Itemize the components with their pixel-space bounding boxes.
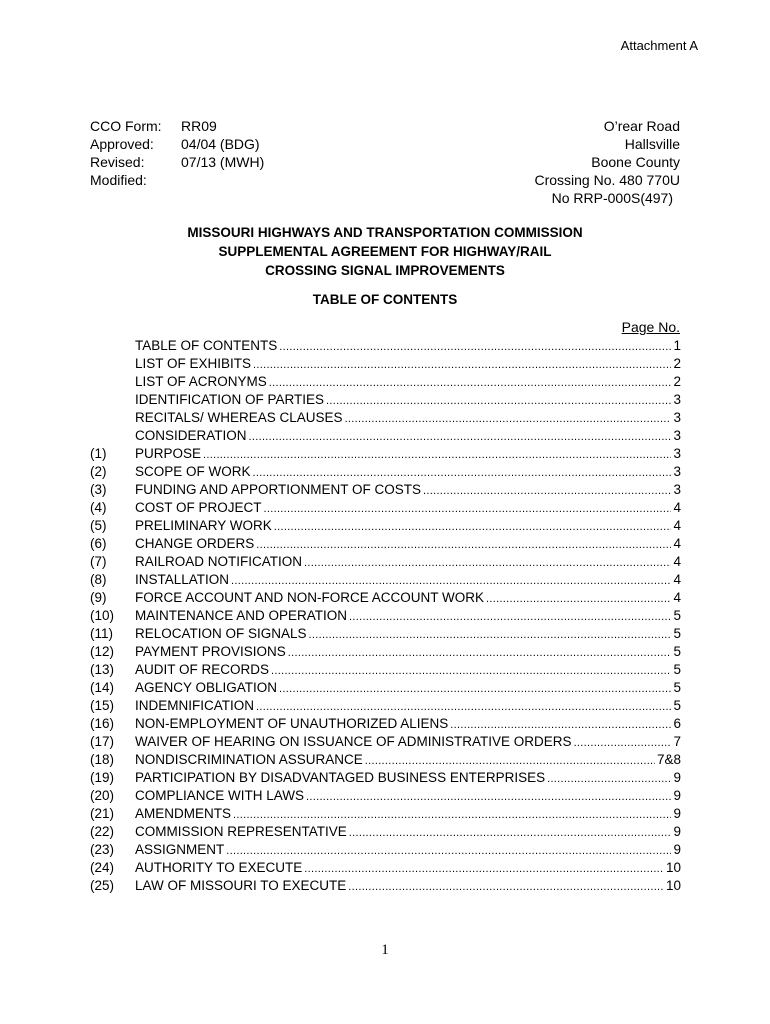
toc-entry-page: 5 [673, 608, 681, 623]
table-of-contents [90, 337, 681, 895]
toc-title: TABLE OF CONTENTS [312, 292, 458, 307]
toc-entry-label: WAIVER OF HEARING ON ISSUANCE OF ADMINISTRATIVE ORDERS [135, 734, 572, 749]
toc-leader-dots [547, 770, 671, 787]
toc-entry-number: (5) [90, 518, 107, 533]
toc-entry-label: RAILROAD NOTIFICATION [135, 554, 303, 569]
toc-leader-dots [271, 662, 671, 679]
toc-entry-page: 7&8 [656, 752, 681, 767]
toc-entry-label: ASSIGNMENT [135, 842, 225, 857]
document-heading [0, 223, 770, 280]
toc-entry-number: (1) [90, 446, 107, 461]
toc-leader-dots [249, 428, 672, 445]
toc-entry [90, 715, 681, 733]
toc-entry-number: (6) [90, 536, 107, 551]
toc-entry-page: 9 [673, 770, 681, 785]
toc-leader-dots [304, 860, 664, 877]
toc-entry-number: (3) [90, 482, 107, 497]
toc-entry-label: TABLE OF CONTENTS [135, 338, 278, 353]
page-no-header: Page No. [621, 319, 680, 335]
meta-label: Approved: [90, 136, 154, 152]
toc-entry-number: (8) [90, 572, 107, 587]
toc-entry-label: INSTALLATION [135, 572, 230, 587]
toc-entry-page: 9 [673, 842, 681, 857]
toc-entry [90, 841, 681, 859]
toc-entry [90, 517, 681, 535]
meta-row [90, 171, 264, 189]
toc-entry-label: COST OF PROJECT [135, 500, 262, 515]
toc-entry-label: AGENCY OBLIGATION [135, 680, 278, 695]
toc-entry [90, 823, 681, 841]
toc-leader-dots [288, 644, 672, 661]
toc-entry-number: (15) [90, 698, 115, 713]
toc-leader-dots [574, 734, 672, 751]
project-number: No RRP-000S(497) [551, 190, 673, 206]
toc-entry-number: (18) [90, 752, 115, 767]
toc-entry-label: PAYMENT PROVISIONS [135, 644, 286, 659]
toc-leader-dots [256, 536, 671, 553]
toc-entry-page: 7 [673, 734, 681, 749]
toc-leader-dots [269, 374, 672, 391]
toc-entry [90, 391, 681, 409]
toc-leader-dots [279, 338, 671, 355]
toc-leader-dots [231, 572, 671, 589]
toc-entry-number: (2) [90, 464, 107, 479]
toc-entry-page: 5 [673, 644, 681, 659]
toc-entry [90, 805, 681, 823]
toc-entry-page: 5 [673, 626, 681, 641]
toc-entry [90, 733, 681, 751]
toc-entry-number: (11) [90, 626, 114, 641]
toc-entry-number: (20) [90, 788, 115, 803]
toc-entry [90, 751, 681, 769]
toc-entry-page: 5 [673, 698, 681, 713]
toc-leader-dots [306, 788, 671, 805]
toc-entry [90, 679, 681, 697]
toc-entry-label: IDENTIFICATION OF PARTIES [135, 392, 325, 407]
toc-leader-dots [326, 392, 671, 409]
toc-leader-dots [348, 878, 664, 895]
toc-entry [90, 697, 681, 715]
toc-leader-dots [233, 806, 671, 823]
toc-entry-page: 1 [673, 338, 681, 353]
toc-entry-number: (13) [90, 662, 115, 677]
toc-entry-label: AUDIT OF RECORDS [135, 662, 270, 677]
toc-entry-page: 3 [673, 464, 681, 479]
toc-entry [90, 355, 681, 373]
toc-entry-label: NONDISCRIMINATION ASSURANCE [135, 752, 363, 767]
toc-entry [90, 373, 681, 391]
toc-entry-label: AUTHORITY TO EXECUTE [135, 860, 303, 875]
meta-label: Modified: [90, 172, 147, 188]
toc-leader-dots [349, 608, 671, 625]
toc-entry [90, 463, 681, 481]
toc-entry-page: 3 [673, 446, 681, 461]
toc-entry-label: LAW OF MISSOURI TO EXECUTE [135, 878, 347, 893]
page-number: 1 [381, 942, 389, 958]
toc-entry-label: CONSIDERATION [135, 428, 247, 443]
toc-entry-page: 6 [673, 716, 681, 731]
meta-value: RR09 [181, 118, 217, 134]
toc-entry-page: 3 [673, 392, 681, 407]
toc-entry-label: AMENDMENTS [135, 806, 232, 821]
heading-line: SUPPLEMENTAL AGREEMENT FOR HIGHWAY/RAIL [218, 244, 552, 259]
toc-entry [90, 661, 681, 679]
meta-value: 07/13 (MWH) [181, 154, 265, 170]
toc-entry-number: (21) [90, 806, 115, 821]
toc-entry-label: PURPOSE [135, 446, 202, 461]
toc-entry-label: FUNDING AND APPORTIONMENT OF COSTS [135, 482, 422, 497]
toc-entry-label: RELOCATION OF SIGNALS [135, 626, 307, 641]
crossing-city: Hallsville [624, 136, 680, 152]
toc-entry [90, 589, 681, 607]
toc-entry [90, 643, 681, 661]
heading-line: CROSSING SIGNAL IMPROVEMENTS [265, 263, 505, 278]
toc-leader-dots [304, 554, 671, 571]
crossing-number: Crossing No. 480 770U [534, 172, 680, 188]
meta-value: 04/04 (BDG) [181, 136, 260, 152]
toc-entry [90, 787, 681, 805]
toc-entry-label: COMMISSION REPRESENTATIVE [135, 824, 347, 839]
toc-entry-number: (24) [90, 860, 115, 875]
toc-leader-dots [253, 464, 672, 481]
toc-entry-label: INDEMNIFICATION [135, 698, 254, 713]
form-metadata [90, 117, 264, 189]
toc-leader-dots [256, 698, 671, 715]
toc-entry-page: 4 [673, 554, 681, 569]
toc-entry-page: 4 [673, 500, 681, 515]
toc-entry [90, 499, 681, 517]
toc-entry [90, 859, 681, 877]
toc-entry-number: (9) [90, 590, 107, 605]
toc-leader-dots [486, 590, 671, 607]
toc-entry [90, 877, 681, 895]
toc-leader-dots [365, 752, 655, 769]
toc-entry [90, 769, 681, 787]
toc-entry-page: 4 [673, 572, 681, 587]
toc-entry-page: 3 [673, 482, 681, 497]
toc-leader-dots [279, 680, 671, 697]
toc-entry-label: CHANGE ORDERS [135, 536, 255, 551]
toc-entry-page: 2 [673, 356, 681, 371]
toc-entry-number: (16) [90, 716, 115, 731]
toc-entry-page: 5 [673, 662, 681, 677]
toc-entry-page: 9 [673, 806, 681, 821]
meta-row [90, 153, 264, 171]
meta-row [90, 135, 264, 153]
toc-entry [90, 607, 681, 625]
toc-leader-dots [345, 410, 672, 427]
meta-label: Revised: [90, 154, 145, 170]
toc-entry-number: (4) [90, 500, 107, 515]
toc-leader-dots [274, 518, 672, 535]
toc-entry-number: (14) [90, 680, 115, 695]
toc-entry-label: NON-EMPLOYMENT OF UNAUTHORIZED ALIENS [135, 716, 449, 731]
toc-entry-number: (22) [90, 824, 115, 839]
toc-entry [90, 337, 681, 355]
meta-label: CCO Form: [90, 118, 162, 134]
toc-leader-dots [253, 356, 671, 373]
toc-entry-number: (19) [90, 770, 115, 785]
toc-entry [90, 571, 681, 589]
toc-entry-page: 4 [673, 536, 681, 551]
toc-entry-label: LIST OF EXHIBITS [135, 356, 252, 371]
toc-leader-dots [264, 500, 672, 517]
toc-entry [90, 409, 681, 427]
toc-entry-page: 5 [673, 680, 681, 695]
toc-entry-page: 3 [673, 410, 681, 425]
toc-entry [90, 481, 681, 499]
toc-entry-page: 10 [665, 878, 681, 893]
toc-leader-dots [309, 626, 672, 643]
toc-entry-label: LIST OF ACRONYMS [135, 374, 267, 389]
toc-entry [90, 535, 681, 553]
toc-leader-dots [450, 716, 671, 733]
toc-entry-page: 9 [673, 824, 681, 839]
toc-entry [90, 445, 681, 463]
toc-entry-number: (23) [90, 842, 115, 857]
crossing-county: Boone County [591, 154, 680, 170]
toc-leader-dots [203, 446, 671, 463]
toc-entry [90, 625, 681, 643]
toc-entry-label: MAINTENANCE AND OPERATION [135, 608, 348, 623]
toc-entry [90, 553, 681, 571]
toc-leader-dots [226, 842, 671, 859]
crossing-road: O’rear Road [603, 118, 680, 134]
toc-entry-page: 2 [673, 374, 681, 389]
toc-leader-dots [423, 482, 671, 499]
toc-entry-number: (10) [90, 608, 115, 623]
toc-entry-page: 4 [673, 518, 681, 533]
toc-entry-page: 9 [673, 788, 681, 803]
toc-leader-dots [349, 824, 672, 841]
toc-entry-page: 10 [665, 860, 681, 875]
heading-line: MISSOURI HIGHWAYS AND TRANSPORTATION COMMISSION [187, 225, 583, 240]
toc-entry-number: (7) [90, 554, 107, 569]
toc-entry-number: (17) [90, 734, 115, 749]
toc-entry-label: PRELIMINARY WORK [135, 518, 272, 533]
toc-entry-page: 4 [673, 590, 681, 605]
toc-entry-label: COMPLIANCE WITH LAWS [135, 788, 305, 803]
toc-entry-label: SCOPE OF WORK [135, 464, 251, 479]
attachment-label: Attachment A [620, 38, 698, 53]
toc-entry [90, 427, 681, 445]
toc-entry-label: FORCE ACCOUNT AND NON-FORCE ACCOUNT WORK [135, 590, 485, 605]
toc-entry-number: (25) [90, 878, 115, 893]
toc-entry-label: RECITALS/ WHEREAS CLAUSES [135, 410, 343, 425]
meta-row [90, 117, 264, 135]
toc-entry-number: (12) [90, 644, 115, 659]
toc-entry-label: PARTICIPATION BY DISADVANTAGED BUSINESS ENTERPRISES [135, 770, 546, 785]
toc-entry-page: 3 [673, 428, 681, 443]
crossing-info [534, 117, 680, 207]
